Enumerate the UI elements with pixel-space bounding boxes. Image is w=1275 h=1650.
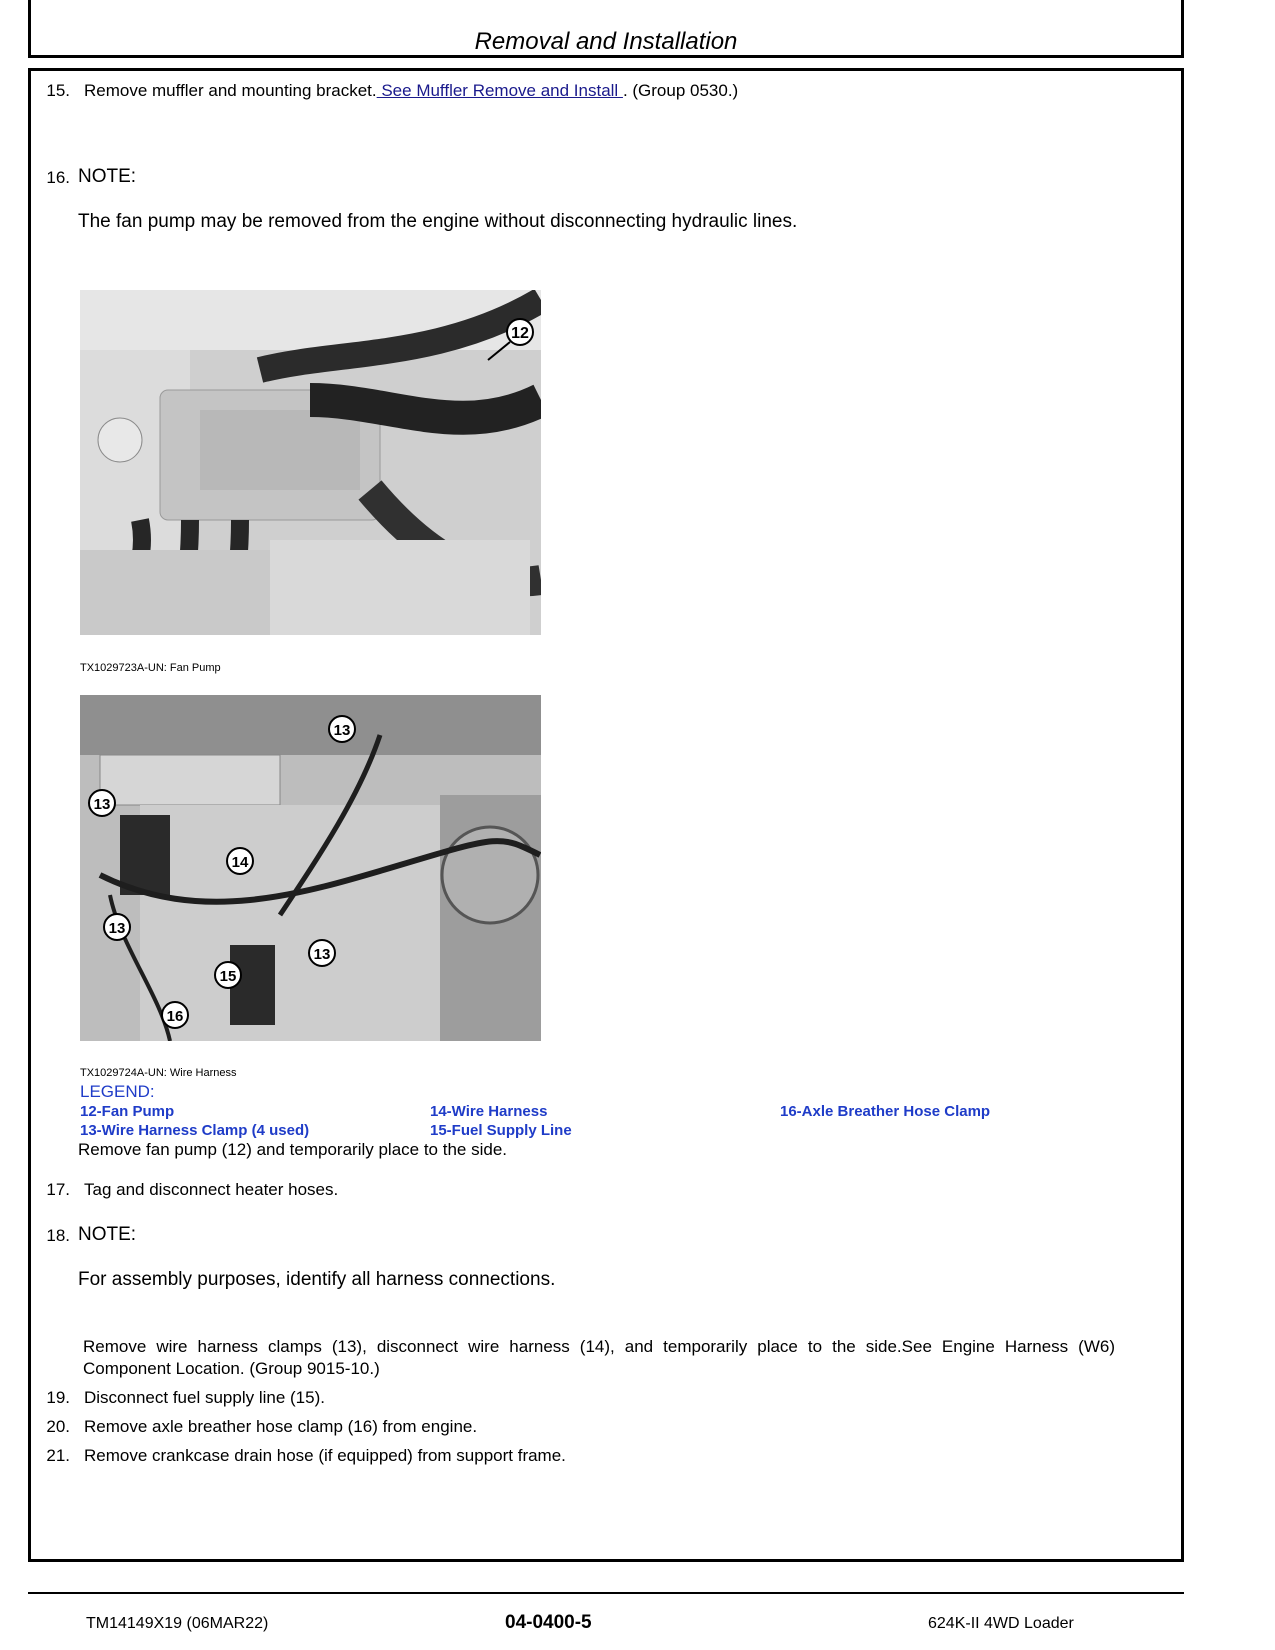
wire-harness-photo	[80, 695, 541, 1041]
callout-13: 13	[313, 946, 331, 963]
legend-title: LEGEND:	[80, 1082, 155, 1101]
note-text: For assembly purposes, identify all harness connections.	[78, 1269, 556, 1290]
legend-item: 15-Fuel Supply Line	[430, 1122, 572, 1139]
page-title: Removal and Installation	[474, 28, 738, 55]
legend-item: 13-Wire Harness Clamp (4 used)	[80, 1122, 310, 1139]
step-number: 15.	[46, 81, 70, 100]
fan-pump-photo	[80, 290, 541, 635]
figure-caption: TX1029723A-UN: Fan Pump	[80, 662, 221, 674]
callout-15: 15	[219, 968, 237, 985]
step-16-action: Remove fan pump (12) and temporarily place to the side.	[78, 1140, 508, 1159]
step-number: 18.	[46, 1226, 70, 1245]
fan-pump-illustration	[80, 290, 541, 635]
step-number: 16.	[46, 168, 70, 187]
muffler-link[interactable]: See Muffler Remove and Install	[376, 81, 623, 100]
wire-harness-illustration	[80, 695, 541, 1041]
step-18-action: Remove wire harness clamps (13), disconnect wire harness (14), and temporarily place to the side.See Engine Harness (W6) Component Location. (Group 9015-10.)	[83, 1337, 1115, 1378]
legend-item: 14-Wire Harness	[430, 1103, 548, 1120]
footer-divider	[28, 1592, 1184, 1594]
callout-16: 16	[166, 1008, 184, 1025]
step-number: 21.	[46, 1446, 70, 1465]
callout-13: 13	[108, 920, 126, 937]
callout-12: 12	[511, 325, 529, 342]
note-text: The fan pump may be removed from the engine without disconnecting hydraulic lines.	[78, 211, 798, 232]
step-15-group: . (Group 0530.)	[622, 81, 739, 100]
step-15-text: Remove muffler and mounting bracket.	[84, 81, 377, 100]
step-number: 20.	[46, 1417, 70, 1436]
footer-model: 624K-II 4WD Loader	[928, 1615, 1074, 1632]
step-text: Remove axle breather hose clamp (16) from engine.	[84, 1417, 478, 1436]
page-number: 04-0400-5	[505, 1612, 592, 1633]
callout-13: 13	[333, 722, 351, 739]
step-text: Tag and disconnect heater hoses.	[84, 1180, 339, 1199]
step-number: 19.	[46, 1388, 70, 1407]
figure-caption: TX1029724A-UN: Wire Harness	[80, 1067, 237, 1079]
footer-doc-id: TM14149X19 (06MAR22)	[86, 1615, 269, 1632]
legend-item: 16-Axle Breather Hose Clamp	[780, 1103, 991, 1120]
note-label: NOTE:	[78, 166, 137, 187]
note-label: NOTE:	[78, 1224, 137, 1245]
step-text	[84, 80, 738, 102]
callout-14: 14	[231, 854, 249, 871]
step-number: 17.	[46, 1180, 70, 1199]
step-text: Disconnect fuel supply line (15).	[84, 1388, 325, 1407]
step-text: Remove crankcase drain hose (if equipped) from support frame.	[84, 1446, 566, 1465]
legend-item: 12-Fan Pump	[80, 1103, 175, 1120]
callout-13: 13	[93, 796, 111, 813]
